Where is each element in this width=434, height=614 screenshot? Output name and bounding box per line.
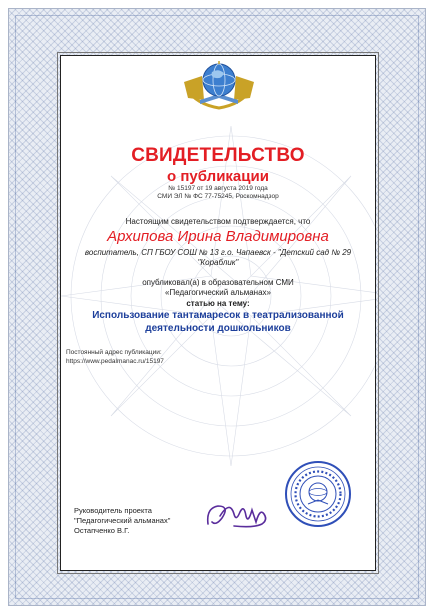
media-registration: СМИ ЭЛ № ФС 77-75245, Роскомнадзор <box>157 193 279 200</box>
registration-number: № 15197 от 19 августа 2019 года <box>168 185 268 192</box>
article-title-line-2: деятельности дошкольников <box>145 323 291 334</box>
certificate-page <box>60 55 376 571</box>
signer-block <box>74 506 170 536</box>
confirm-text: Настоящим свидетельством подтверждается, что <box>125 217 311 226</box>
signer-name: Остапченко В.Г. <box>74 526 130 535</box>
published-line-1: опубликовал(а) в образовательном СМИ <box>142 278 294 287</box>
position-line-2: "Кораблик" <box>197 258 239 267</box>
address-label: Постоянный адрес публикации: <box>66 349 162 356</box>
article-label: статью на тему: <box>186 299 250 308</box>
publication-address <box>66 348 164 366</box>
published-line-2: «Педагогический альманах» <box>165 288 271 297</box>
position-line-1: воспитатель, СП ГБОУ СОШ № 13 г.о. Чапаевск - "Детский сад № 29 <box>84 248 352 257</box>
recipient-name: Архипова Ирина Владимировна <box>107 228 329 245</box>
article-title <box>67 309 369 335</box>
signer-role: Руководитель проекта <box>74 506 152 515</box>
official-stamp-icon <box>284 460 352 528</box>
address-url: https://www.pedalmanac.ru/15197 <box>66 358 164 365</box>
certificate-subtitle: о публикации <box>167 168 269 185</box>
signature-icon <box>204 494 274 534</box>
signer-project: "Педагогический альманах" <box>74 516 171 525</box>
emblem-globe-book-icon <box>182 60 256 112</box>
certificate-title: СВИДЕТЕЛЬСТВО <box>131 145 305 166</box>
article-title-line-1: Использование тантамаресок в театрализованной <box>92 310 344 321</box>
recipient-position <box>67 248 369 268</box>
published-text <box>61 278 375 298</box>
